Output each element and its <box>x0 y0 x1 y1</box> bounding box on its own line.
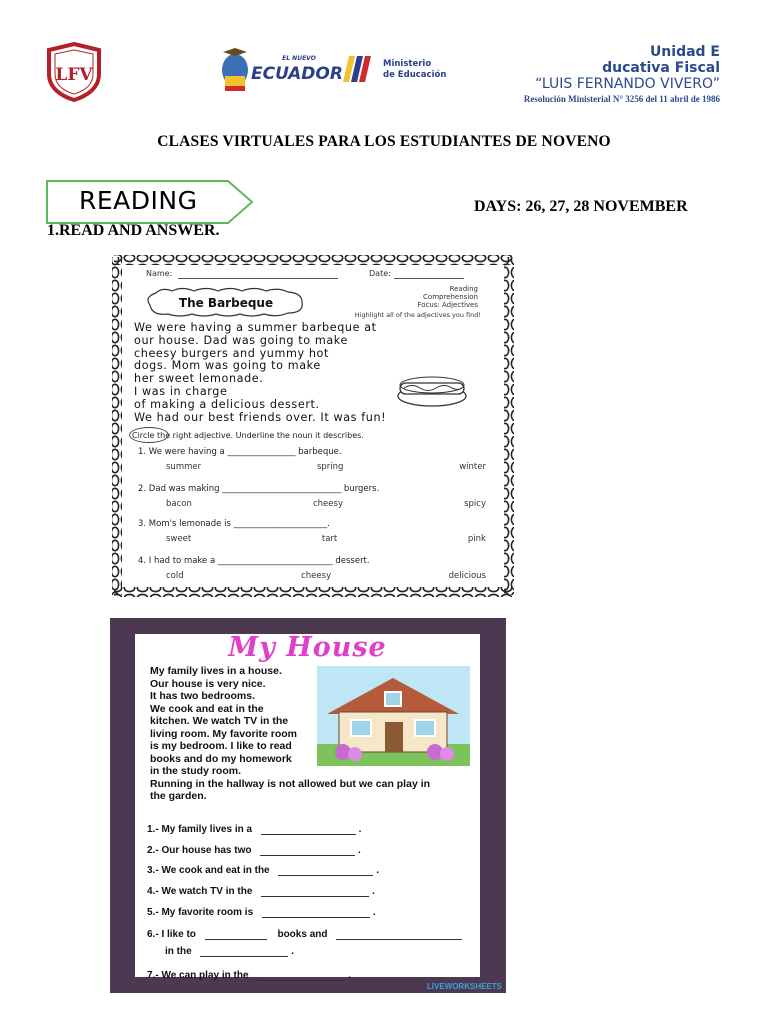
ecuador-stripes-icon <box>343 56 371 82</box>
answer-blank-7[interactable] <box>257 970 345 981</box>
question-2: 2. Dad was making ____________________________ burgers. <box>138 484 380 494</box>
house-question-5: 5.- My favorite room is . <box>147 907 376 918</box>
my-house-worksheet <box>110 618 506 993</box>
svg-text:de Educación: de Educación <box>383 70 447 80</box>
name-label: Name: <box>146 269 173 278</box>
question-1: 1. We were having a ________________ barbeque. <box>138 447 342 457</box>
worksheet2-title: My House <box>228 632 387 663</box>
story-text: We were having a summer barbeque at our house. Dad was going to make cheesy burgers and yummy hot dogs. Mom was going to make her sweet lemonade. I was in charge of making a delicious dessert. We had our best friends over. It was fun! <box>134 321 387 424</box>
house-question-7: 7.- We can play in the . <box>147 970 351 981</box>
date-label: Date: <box>369 269 391 278</box>
school-info <box>524 44 720 105</box>
school-crest-logo <box>45 42 103 102</box>
answer-blank-1[interactable] <box>261 824 356 835</box>
side-note-4: Highlight all of the adjectives you find! <box>354 311 481 319</box>
school-resolution: Resolución Ministerial N° 3256 del 11 abril de 1986 <box>523 94 720 104</box>
instruction-text: 1.READ AND ANSWER. <box>47 222 220 239</box>
options-1: summer spring winter <box>166 462 486 472</box>
house-question-3: 3.- We cook and eat in the . <box>147 865 379 876</box>
answer-blank-5[interactable] <box>262 907 370 918</box>
svg-text:EL NUEVO: EL NUEVO <box>282 55 316 62</box>
school-name-line2: ducativa Fiscal <box>602 60 720 76</box>
side-note-2: Comprehension <box>423 293 478 301</box>
coat-of-arms-icon <box>222 48 248 91</box>
options-3: sweet tart pink <box>166 534 486 544</box>
options-2: bacon cheesy spicy <box>166 499 486 509</box>
directions-text: Circle the right adjective. Underline the noun it describes. <box>132 431 364 440</box>
answer-blank-2[interactable] <box>260 845 355 856</box>
svg-text:Ministerio: Ministerio <box>383 59 432 69</box>
worksheet1-title: The Barbeque <box>178 296 274 310</box>
house-question-2: 2.- Our house has two . <box>147 845 361 856</box>
barbeque-worksheet <box>110 253 516 599</box>
house-question-1: 1.- My family lives in a . <box>147 824 362 835</box>
answer-blank-6b[interactable] <box>336 929 462 940</box>
liveworksheets-badge: LIVEWORKSHEETS <box>426 982 502 991</box>
house-question-6: 6.- I like to books and <box>147 929 462 940</box>
reading-badge <box>46 180 254 224</box>
house-question-4: 4.- We watch TV in the . <box>147 886 375 897</box>
answer-blank-4[interactable] <box>261 886 369 897</box>
government-logos <box>215 46 447 94</box>
question-4: 4. I had to make a ___________________________ dessert. <box>138 556 370 566</box>
days-text: DAYS: 26, 27, 28 NOVEMBER <box>474 198 688 215</box>
side-note-3: Focus: Adjectives <box>417 301 478 309</box>
house-question-6-cont: in the . <box>165 946 295 957</box>
answer-blank-3[interactable] <box>278 865 373 876</box>
options-4: cold cheesy delicious <box>166 571 486 581</box>
school-name-line1: Unidad E <box>649 44 720 60</box>
reading-label: READING <box>79 186 198 215</box>
question-3: 3. Mom's lemonade is ______________________. <box>138 519 330 529</box>
side-note-1: Reading <box>449 285 478 293</box>
answer-blank-6a[interactable] <box>205 929 267 940</box>
svg-text:ECUADOR: ECUADOR <box>251 64 343 84</box>
page-title: CLASES VIRTUALES PARA LOS ESTUDIANTES DE NOVENO <box>157 133 611 150</box>
answer-blank-6c[interactable] <box>200 946 288 957</box>
crest-text: LFV <box>55 65 93 85</box>
my-house-paragraph: My family lives in a house. Our house is very nice. It has two bedrooms. We cook and eat in the kitchen. We watch TV in the living room. My favorite room is my bedroom. I like to read books and do my homework in the study room. Running in the hallway is not allowed but we can play in the garden. <box>150 665 431 802</box>
school-name-line3: “LUIS FERNANDO VIVERO” <box>535 76 720 92</box>
hotdog-icon <box>394 370 469 410</box>
